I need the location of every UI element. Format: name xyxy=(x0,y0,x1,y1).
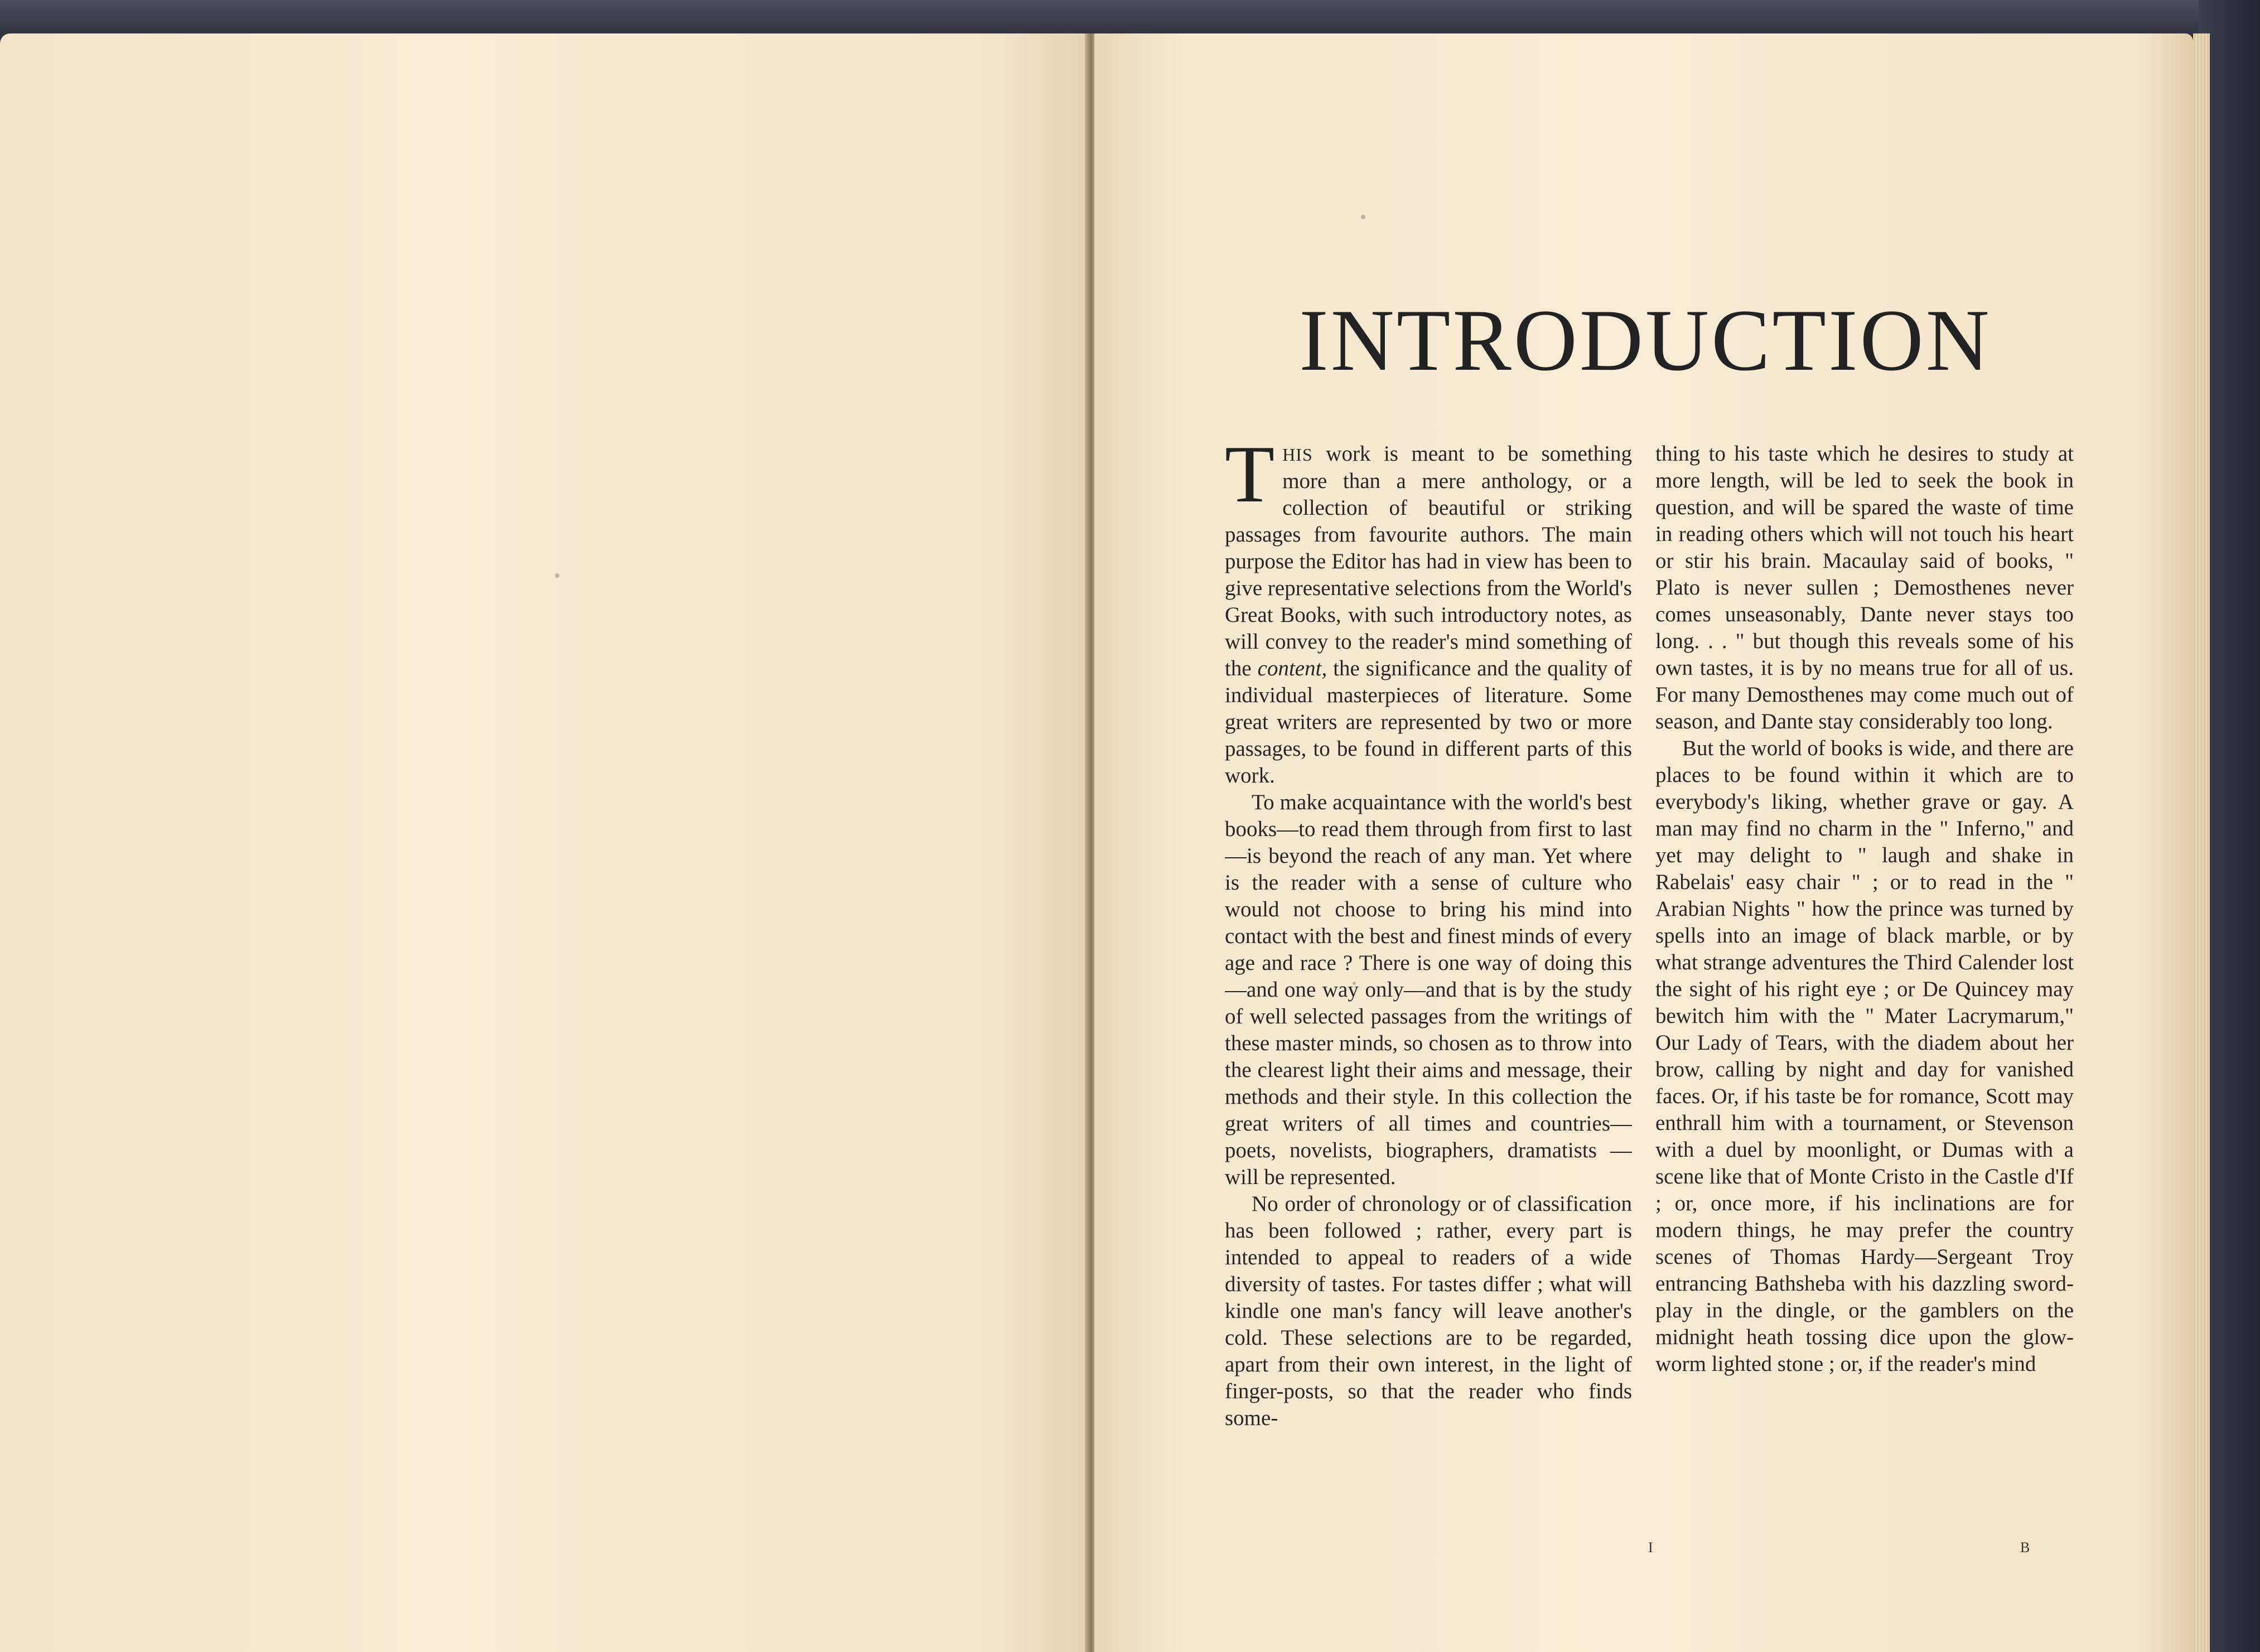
drop-cap: T xyxy=(1225,441,1275,519)
paragraph-1-text: work is meant to be something more than a mere anthology, or a collection of beautiful or striking passages from favourite authors. The main purpose the Editor has had in view has been to give representative selections from the World's Great Books, with such introductory notes, as will convey to the reader's mind something of the xyxy=(1225,442,1632,680)
left-page-blank xyxy=(0,33,1088,1652)
text-column-right xyxy=(1655,441,2074,1539)
paragraph-1-end: the significance and the quality of individual masterpieces of literature. Some great writers are represented by two or more passages, to be found in different parts of this work. xyxy=(1225,656,1632,788)
page-number: I xyxy=(1648,1539,1653,1556)
text-column-left xyxy=(1225,441,1632,1539)
paper-speck xyxy=(555,573,559,578)
paragraph-1 xyxy=(1225,441,1632,789)
paragraph-2: To make acquaintance with the world's best books—to read them through from first to last—is beyond the reach of any man. Yet where is the reader with a sense of culture who would not choose to bring his mind into contact with the best and finest minds of every age and race ? There is one way of doing this—and one way only—and that is by the study of well selected passages from the writings of these master minds, so chosen as to throw into the clearest light their aims and message, their methods and their style. In this collection the great writers of all times and countries—poets, novelists, biographers, dramatists —will be represented. xyxy=(1225,790,1632,1189)
paragraph-4: thing to his taste which he desires to study at more length, will be led to seek the book in question, and will be spared the waste of time in reading others which will not touch his heart or stir his brain. Macaulay said of books, " Plato is never sullen ; Demosthenes never comes unseasonably, Dante never stays too long. . . " but though this reveals some of his own tastes, it is by no means true for all of us. For many Demosthenes may come much out of season, and Dante stay considerably too long. xyxy=(1655,442,2074,733)
page-stack-edges xyxy=(2193,33,2210,1652)
signature-mark: B xyxy=(2020,1539,2030,1556)
paragraph-5: But the world of books is wide, and there are places to be found within it which are to everybody's liking, whether grave or gay. A man may find no charm in the " Inferno," and yet may delight to " laugh and shake in Rabelais' easy chair " ; or to read in the " Arabian Nights " how the prince was turned by spells into an image of black marble, or by what strange adventures the Third Calender lost the sight of his right eye ; or De Quincey may bewitch him with the " Mater Lacrymarum," Our Lady of Tears, with the diadem about her brow, calling by night and day for vanished faces. Or, if his taste be for romance, Scott may enthrall him with a tournament, or Stevenson with a duel by moonlight, or Dumas with a scene like that of Monte Cristo in the Castle d'If ; or, once more, if his inclinations are for modern things, he may prefer the country scenes of Thomas Hardy—Sergeant Troy entrancing Bathsheba with his dazzling sword-play in the dingle, or the gamblers on the midnight heath tossing dice upon the glow-worm lighted stone ; or, if the reader's mind xyxy=(1655,736,2074,1376)
page-title: INTRODUCTION xyxy=(1299,292,1992,389)
paper-speck xyxy=(1361,215,1365,219)
italic-word: content, xyxy=(1257,656,1327,680)
lead-in-smallcaps: HIS xyxy=(1282,445,1313,465)
paragraph-3: No order of chronology or of classification has been followed ; rather, every part is intended to appeal to readers of a wide diversity of tastes. For tastes differ ; what will kindle one man's fancy will leave another's cold. These selections are to be regarded, apart from their own interest, in the light of finger-posts, so that the reader who finds some- xyxy=(1225,1192,1632,1430)
